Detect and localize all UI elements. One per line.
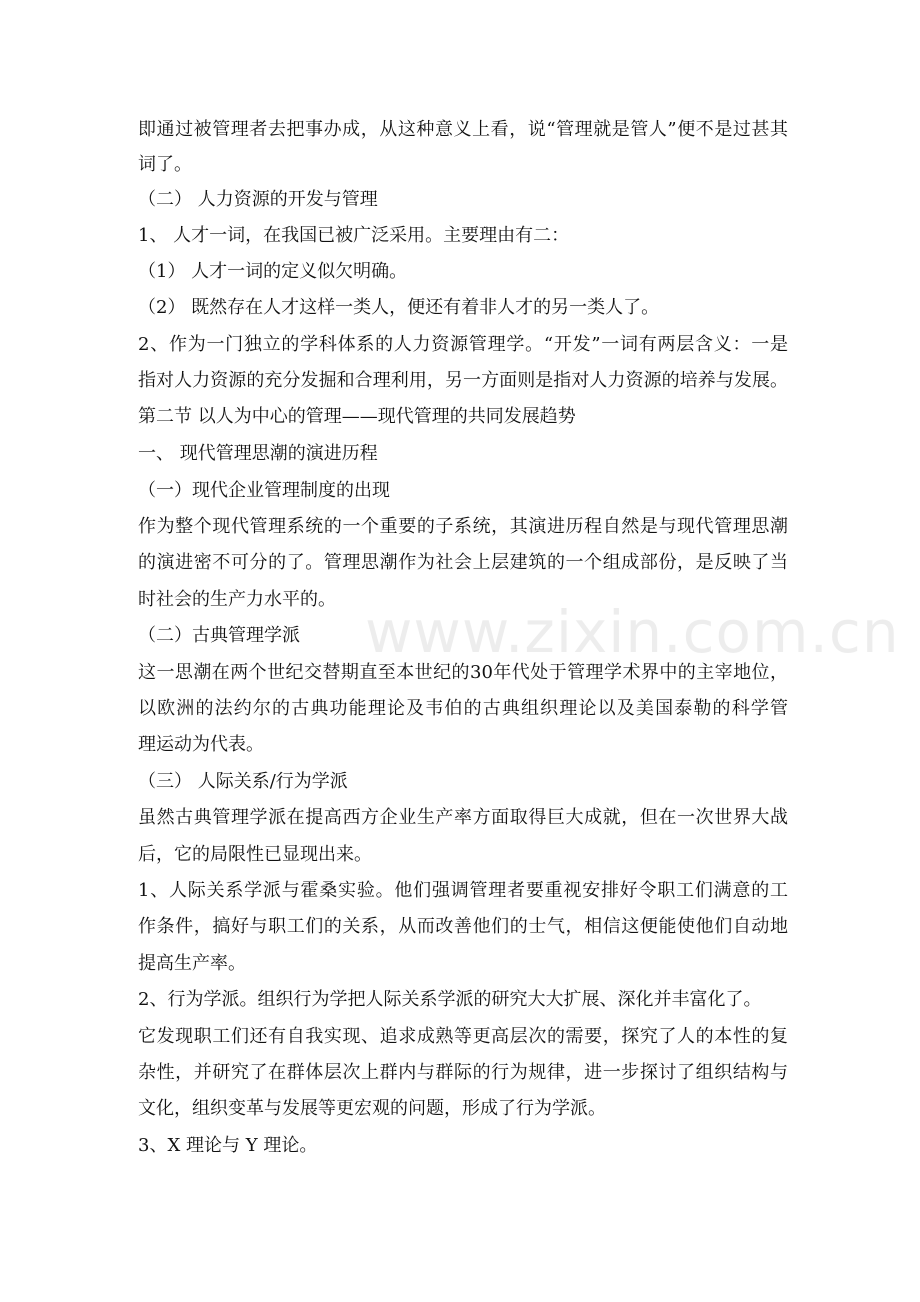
body-line: 的演进密不可分的了。管理思潮作为社会上层建筑的一个组成部份，是反映了当 — [138, 552, 788, 573]
section-heading: （一）现代企业管理制度的出现 — [138, 480, 390, 501]
section-heading: 一、 现代管理思潮的演进历程 — [138, 443, 378, 464]
body-line: 作为整个现代管理系统的一个重要的子系统，其演进历程自然是与现代管理思潮 — [138, 516, 788, 537]
body-line: 3、X 理论与 Y 理论。 — [138, 1135, 318, 1156]
body-line: 指对人力资源的充分发掘和合理利用，另一方面则是指对人力资源的培养与发展。 — [138, 370, 788, 391]
body-line: （2） 既然存在人才这样一类人，便还有着非人才的另一类人了。 — [138, 297, 660, 318]
body-line: 后，它的局限性已显现出来。 — [138, 844, 372, 865]
body-line: 1、 人才一词，在我国已被广泛采用。主要理由有二： — [138, 225, 570, 246]
body-line: 2、行为学派。组织行为学把人际关系学派的研究大大扩展、深化并丰富化了。 — [138, 989, 762, 1010]
body-line: 即通过被管理者去把事办成，从这种意义上看，说“管理就是管人”便不是过甚其 — [138, 119, 788, 140]
section-heading: （二） 人力资源的开发与管理 — [138, 189, 378, 210]
section-heading: 第二节 以人为中心的管理——现代管理的共同发展趋势 — [138, 406, 576, 427]
body-line: 以欧洲的法约尔的古典功能理论及韦伯的古典组织理论以及美国泰勒的科学管 — [138, 698, 788, 719]
body-line: 杂性，并研究了在群体层次上群内与群际的行为规律，进一步探讨了组织结构与 — [138, 1062, 788, 1083]
watermark: www.zixin.com.cn — [365, 598, 900, 666]
body-line: 词了。 — [138, 154, 192, 175]
body-line: （1） 人才一词的定义似欠明确。 — [138, 261, 408, 282]
body-line: 时社会的生产力水平的。 — [138, 589, 336, 610]
body-line: 提高生产率。 — [138, 953, 246, 974]
body-line: 文化，组织变革与发展等更宏观的问题，形成了行为学派。 — [138, 1098, 606, 1119]
body-line: 理运动为代表。 — [138, 734, 264, 755]
section-heading: （二）古典管理学派 — [138, 625, 300, 646]
section-heading: （三） 人际关系/行为学派 — [138, 771, 348, 792]
body-line: 2、作为一门独立的学科体系的人力资源管理学。“开发”一词有两层含义：一是 — [138, 334, 788, 355]
body-line: 作条件，搞好与职工们的关系，从而改善他们的士气，相信这便能使他们自动地 — [138, 916, 788, 937]
body-line: 这一思潮在两个世纪交替期直至本世纪的30年代处于管理学术界中的主宰地位， — [138, 662, 788, 683]
body-line: 虽然古典管理学派在提高西方企业生产率方面取得巨大成就，但在一次世界大战 — [138, 807, 788, 828]
body-line: 它发现职工们还有自我实现、追求成熟等更高层次的需要，探究了人的本性的复 — [138, 1026, 788, 1047]
body-line: 1、人际关系学派与霍桑实验。他们强调管理者要重视安排好令职工们满意的工 — [138, 880, 788, 901]
